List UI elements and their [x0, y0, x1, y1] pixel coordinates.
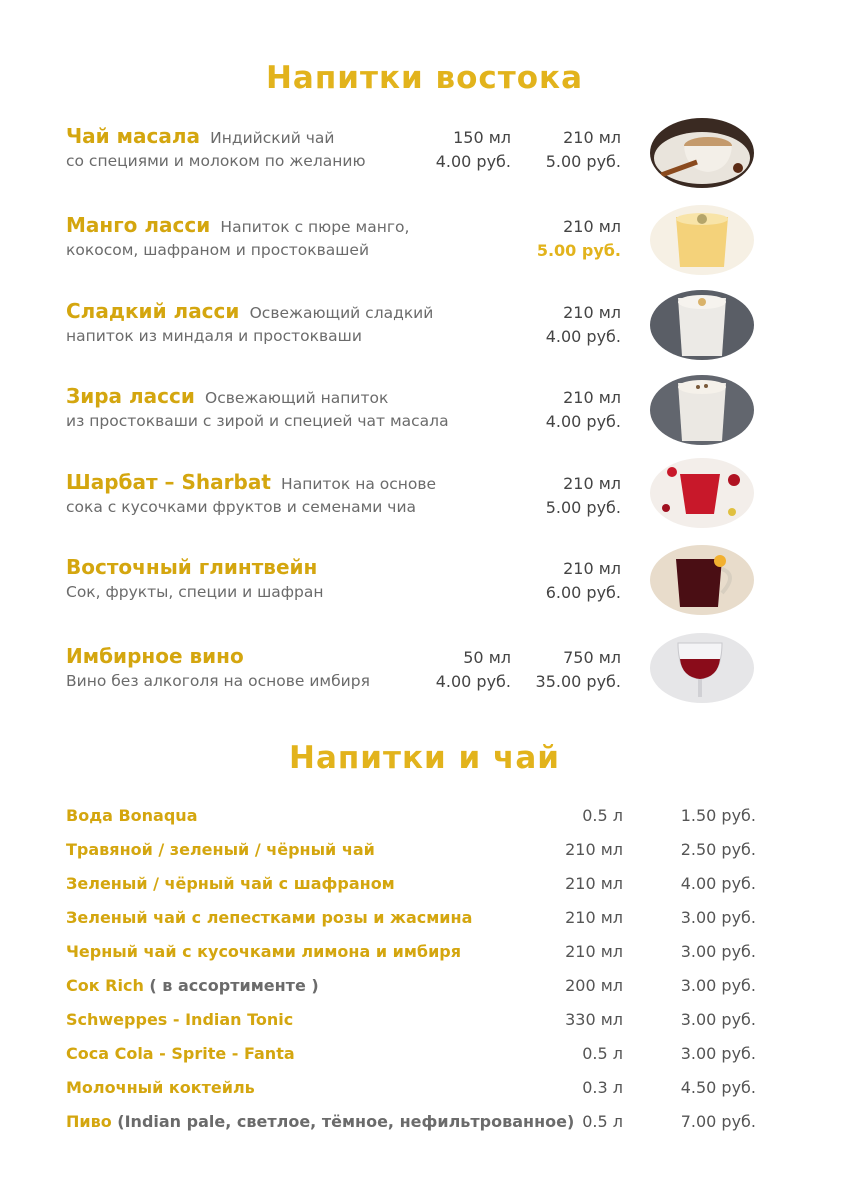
list-item — [66, 806, 766, 830]
item-volume: 750 мл — [563, 648, 621, 667]
item-description: Напиток с пюре манго, — [220, 218, 410, 236]
item-volume: 210 мл — [565, 874, 623, 893]
item-volume: 210 мл — [563, 474, 621, 493]
item-volume: 330 мл — [565, 1010, 623, 1029]
item-volume: 0.5 л — [582, 1112, 623, 1131]
item-price: 5.00 руб. — [536, 241, 621, 260]
item-name: Травяной / зеленый / чёрный чай — [66, 840, 375, 859]
item-price: 3.00 руб. — [680, 976, 756, 995]
item-volume: 210 мл — [565, 840, 623, 859]
item-description-line2: из простокваши с зирой и специей чат масала — [66, 412, 449, 430]
item-price: 4.50 руб. — [680, 1078, 756, 1097]
section-title-drinks-and-tea: Напитки и чай — [289, 740, 560, 776]
list-item — [66, 976, 766, 1000]
item-name: Черный чай с кусочками лимона и имбиря — [66, 942, 462, 961]
sweet-lassi-glass-icon — [650, 290, 754, 360]
item-name: Восточный глинтвейн — [66, 555, 318, 579]
item-volume-small: 150 мл — [453, 128, 511, 147]
item-price: 3.00 руб. — [680, 1044, 756, 1063]
item-price-small: 4.00 руб. — [435, 672, 511, 691]
item-name: Молочный коктейль — [66, 1078, 255, 1097]
item-price: 3.00 руб. — [680, 942, 756, 961]
item-price-small: 4.00 руб. — [435, 152, 511, 171]
item-name: Schweppes - Indian Tonic — [66, 1010, 294, 1029]
item-volume: 200 мл — [565, 976, 623, 995]
list-item — [66, 1010, 766, 1034]
item-price: 1.50 руб. — [680, 806, 756, 825]
list-item — [66, 840, 766, 864]
item-price: 5.00 руб. — [545, 152, 621, 171]
item-price: 3.00 руб. — [680, 908, 756, 927]
item-volume: 210 мл — [563, 303, 621, 322]
item-volume: 210 мл — [563, 217, 621, 236]
item-name: Зеленый / чёрный чай с шафраном — [66, 874, 395, 893]
item-description-line2: напиток из миндаля и простокваши — [66, 327, 362, 345]
item-note: (Indian pale, светлое, тёмное, нефильтрованное) — [111, 1112, 575, 1131]
item-name: Чай масала — [66, 124, 200, 148]
item-name: Сладкий ласси — [66, 299, 240, 323]
list-item — [66, 1112, 766, 1136]
zira-lassi-glass-icon — [650, 375, 754, 445]
item-name: Манго ласси — [66, 213, 211, 237]
sharbat-glass-icon — [650, 458, 754, 528]
item-name: Зира ласси — [66, 384, 195, 408]
list-item — [66, 1044, 766, 1068]
item-price: 35.00 руб. — [535, 672, 621, 691]
item-price: 4.00 руб. — [545, 327, 621, 346]
ginger-wine-glass-icon — [650, 633, 754, 703]
item-volume-small: 50 мл — [463, 648, 511, 667]
item-description-line2: Вино без алкоголя на основе имбиря — [66, 672, 370, 690]
item-volume: 210 мл — [563, 559, 621, 578]
item-price: 7.00 руб. — [680, 1112, 756, 1131]
mango-lassi-glass-icon — [650, 205, 754, 275]
item-description-line2: со специями и молоком по желанию — [66, 152, 366, 170]
section-title-eastern-drinks: Напитки востока — [265, 60, 584, 96]
list-item — [66, 942, 766, 966]
item-description: Напиток на основе — [281, 475, 437, 493]
item-price: 4.00 руб. — [545, 412, 621, 431]
item-name: Шарбат – Sharbat — [66, 470, 271, 494]
item-name: Вода Bonaqua — [66, 806, 198, 825]
item-name: Пиво — [66, 1112, 112, 1131]
item-price: 5.00 руб. — [545, 498, 621, 517]
item-volume: 0.3 л — [582, 1078, 623, 1097]
item-name: Coca Cola - Sprite - Fanta — [66, 1044, 295, 1063]
item-name: Сок Rich — [66, 976, 144, 995]
item-volume: 210 мл — [563, 388, 621, 407]
item-description: Индийский чай — [210, 129, 335, 147]
item-description: Освежающий напиток — [205, 389, 389, 407]
item-name: Имбирное вино — [66, 644, 244, 668]
mulled-wine-glass-icon — [650, 545, 754, 615]
item-price: 3.00 руб. — [680, 1010, 756, 1029]
item-description-line2: Сок, фрукты, специи и шафран — [66, 583, 324, 601]
list-item — [66, 908, 766, 932]
item-description-line2: сока с кусочками фруктов и семенами чиа — [66, 498, 417, 516]
item-volume: 210 мл — [565, 908, 623, 927]
item-price: 4.00 руб. — [680, 874, 756, 893]
item-name: Зеленый чай с лепестками розы и жасмина — [66, 908, 473, 927]
item-price: 6.00 руб. — [545, 583, 621, 602]
item-volume: 210 мл — [563, 128, 621, 147]
item-description: Освежающий сладкий — [249, 304, 434, 322]
item-volume: 0.5 л — [582, 806, 623, 825]
list-item — [66, 1078, 766, 1102]
item-price: 2.50 руб. — [680, 840, 756, 859]
item-volume: 210 мл — [565, 942, 623, 961]
item-note: ( в ассортименте ) — [143, 976, 319, 995]
item-volume: 0.5 л — [582, 1044, 623, 1063]
item-description-line2: кокосом, шафраном и простоквашей — [66, 241, 370, 259]
list-item — [66, 874, 766, 898]
masala-chai-cup-icon — [650, 118, 754, 188]
